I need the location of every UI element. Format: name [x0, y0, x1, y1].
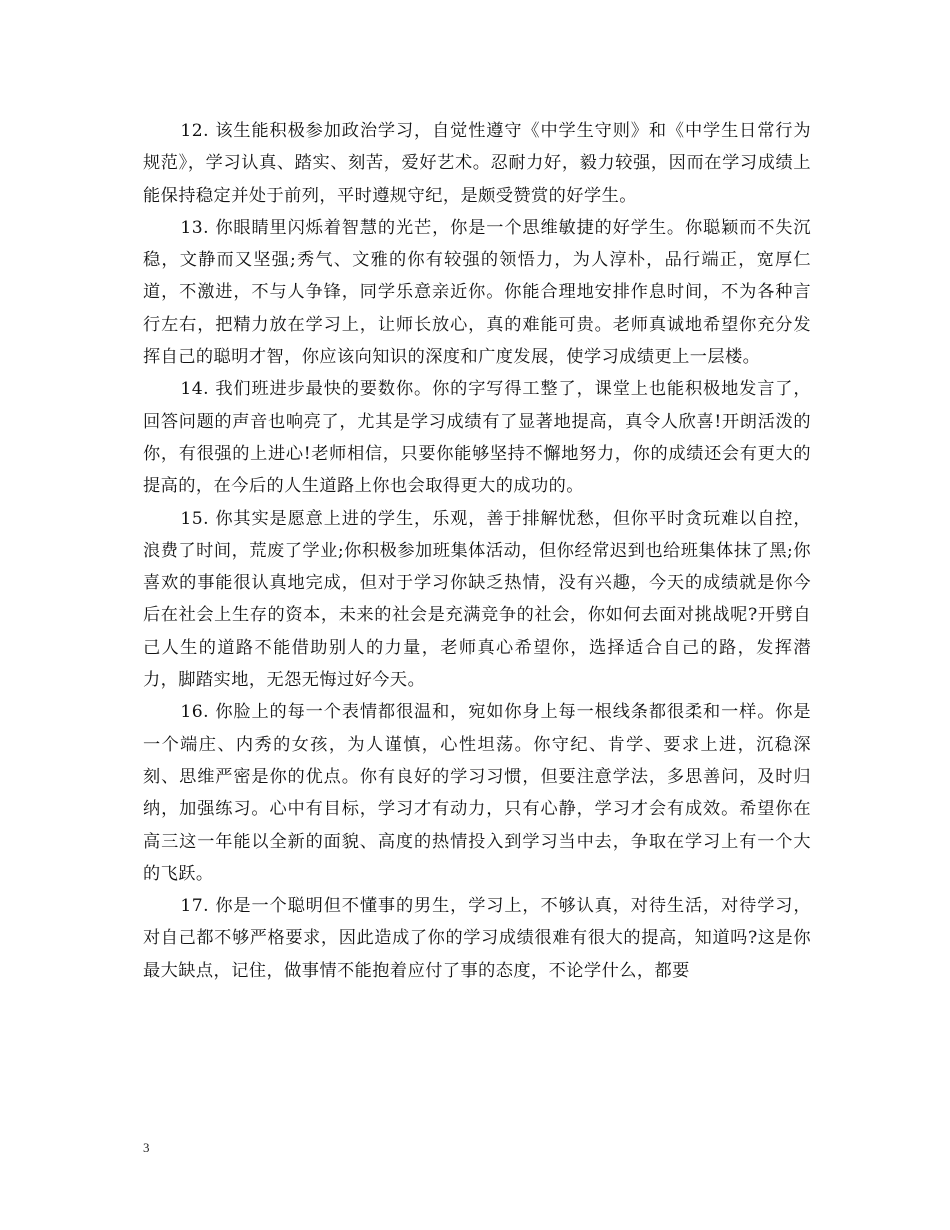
- paragraph-12: 12. 该生能积极参加政治学习，自觉性遵守《中学生守则》和《中学生日常行为规范》，学习认真、踏实、刻苦，爱好艺术。忍耐力好，毅力较强，因而在学习成绩上能保持稳定并处于前列，平时遵规守纪，是颇受赞赏的好学生。: [143, 121, 811, 206]
- page-number: 3: [143, 1140, 150, 1155]
- paragraph-17: 17. 你是一个聪明但不懂事的男生，学习上，不够认真，对待生活，对待学习，对自己都不够严格要求，因此造成了你的学习成绩很难有很大的提高，知道吗?这是你最大缺点，记住，做事情不能抱着应付了事的态度，不论学什么，都要: [143, 896, 811, 981]
- paragraph-16: 16. 你脸上的每一个表情都很温和，宛如你身上每一根线条都很柔和一样。你是一个端庄、内秀的女孩，为人谨慎，心性坦荡。你守纪、肯学、要求上进，沉稳深刻、思维严密是你的优点。你有良好的学习习惯，但要注意学法，多思善问，及时归纳，加强练习。心中有目标，学习才有动力，只有心静，学习才会有成效。希望你在高三这一年能以全新的面貌、高度的热情投入到学习当中去，争取在学习上有一个大的飞跃。: [143, 702, 811, 884]
- paragraph-14: 14. 我们班进步最快的要数你。你的字写得工整了，课堂上也能积极地发言了，回答问题的声音也响亮了，尤其是学习成绩有了显著地提高，真令人欣喜!开朗活泼的你，有很强的上进心!老师相信，只要你能够坚持不懈地努力，你的成绩还会有更大的提高的，在今后的人生道路上你也会取得更大的成功的。: [143, 379, 811, 497]
- paragraph-13: 13. 你眼睛里闪烁着智慧的光芒，你是一个思维敏捷的好学生。你聪颖而不失沉稳，文静而又坚强;秀气、文雅的你有较强的领悟力，为人淳朴，品行端正，宽厚仁道，不激进，不与人争锋，同学乐意亲近你。你能合理地安排作息时间，不为各种言行左右，把精力放在学习上，让师长放心，真的难能可贵。老师真诚地希望你充分发挥自己的聪明才智，你应该向知识的深度和广度发展，使学习成绩更上一层楼。: [143, 217, 811, 368]
- paragraph-15: 15. 你其实是愿意上进的学生，乐观，善于排解忧愁，但你平时贪玩难以自控，浪费了时间，荒废了学业;你积极参加班集体活动，但你经常迟到也给班集体抹了黑;你喜欢的事能很认真地完成，但对于学习你缺乏热情，没有兴趣，今天的成绩就是你今后在社会上生存的资本，未来的社会是充满竞争的社会，你如何去面对挑战呢?开劈自己人生的道路不能借助别人的力量，老师真心希望你，选择适合自己的路，发挥潜力，脚踏实地，无怨无悔过好今天。: [143, 508, 811, 691]
- document-body: [143, 115, 811, 987]
